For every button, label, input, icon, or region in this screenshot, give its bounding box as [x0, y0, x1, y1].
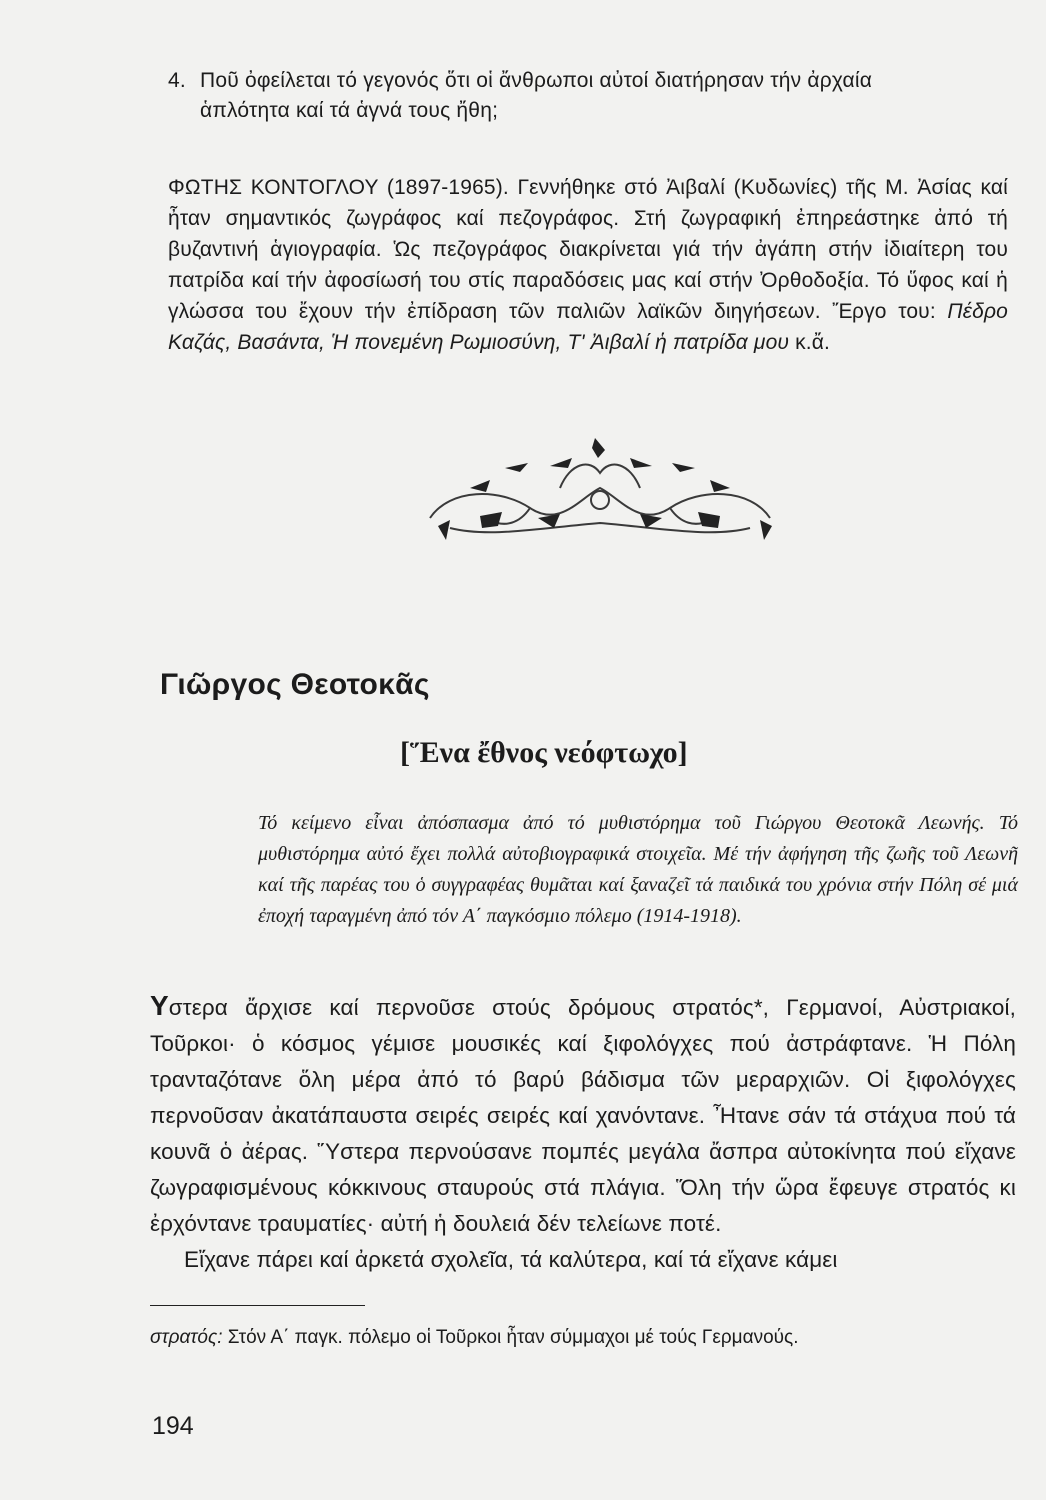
question-line-1: Ποῦ ὀφείλεται τό γεγονός ὅτι οἱ ἄνθρωποι αὐτοί διατήρησαν τήν ἀρχαία: [200, 69, 873, 92]
intro-paragraph: Τό κείμενο εἶναι ἀπόσπασμα ἀπό τό μυθιστόρημα τοῦ Γιώργου Θεοτοκᾶ Λεωνής. Τό μυθιστόρημα αὐτό ἔχει πολλά αὐτοβιογραφικά στοιχεῖα. Μέ τήν ἀφήγηση τῆς ζωῆς τοῦ Λεωνῆ καί τῆς παρέας του ὁ συγγραφέας θυμᾶται καί ξαναζεῖ τά παιδικά του χρόνια στήν Πόλη σέ μιά ἐποχή ταραγμένη ἀπό τόν Α΄ παγκόσμιο πόλεμο (1914-1918).: [258, 812, 1018, 927]
author-bio: [168, 172, 1008, 358]
bio-ending: κ.ἄ.: [795, 331, 831, 354]
question-4: [168, 66, 1008, 126]
footnote: [150, 1327, 798, 1349]
footnote-term: στρατός:: [150, 1327, 223, 1348]
footnote-text: Στόν Α΄ παγκ. πόλεμο οἱ Τοῦρκοι ἦταν σύμμαχοι μέ τούς Γερμανούς.: [227, 1327, 799, 1348]
main-text: [150, 988, 1016, 1278]
author-name: Γιῶργος Θεοτοκᾶς: [160, 668, 430, 701]
paragraph-1: [150, 988, 1016, 1242]
paragraph-2: Εἴχανε πάρει καί ἀρκετά σχολεῖα, τά καλύτερα, καί τά εἴχανε κάμει: [184, 1247, 838, 1272]
drop-cap: Υ: [150, 990, 169, 1021]
chapter-title: [Ἕνα ἔθνος νεόφτωχο]: [400, 736, 688, 769]
bio-text: ΦΩΤΗΣ ΚΟΝΤΟΓΛΟΥ (1897-1965). Γεννήθηκε στό Ἀιβαλί (Κυδωνίες) τῆς Μ. Ἀσίας καί ἦταν σημαντικός ζωγράφος καί πεζογράφος. Στή ζωγραφική ἐπηρεάστηκε ἀπό τή βυζαντινή ἁγιογραφία. Ὡς πεζογράφος διακρίνεται γιά τήν ἀγάπη στήν ἰδιαίτερη του πατρίδα καί τήν ἀφοσίωσή του στίς παραδόσεις μας καί στήν Ὀρθοδοξία. Τό ὕφος καί ἡ γλώσσα του ἔχουν τήν ἐπίδραση τῶν παλιῶν λαϊκῶν διηγήσεων. Ἔργο του:: [168, 176, 1008, 323]
decorative-ornament-icon: [410, 428, 790, 558]
page-number: 194: [152, 1412, 194, 1440]
footnote-divider: [150, 1305, 365, 1306]
bio-works: Πέδρο Καζάς, Βασάντα, Ἡ πονεμένη Ρωμιοσύνη, Τ' Ἀιβαλί ἡ πατρίδα μου: [168, 300, 1008, 354]
question-line-2: ἁπλότητα καί τά ἁγνά τους ἤθη;: [200, 99, 499, 122]
question-number: 4.: [168, 69, 186, 92]
paragraph-1-text: στερα ἄρχισε καί περνοῦσε στούς δρόμους στρατός*, Γερμανοί, Αὐστριακοί, Τοῦρκοι· ὁ κόσμος γέμισε μουσικές καί ξιφολόγχες πού ἀστράφτανε. Ἡ Πόλη τρανταζότανε ὅλη μέρα ἀπό τό βαρύ βάδισμα τῶν μεραρχιῶν. Οἱ ξιφολόγχες περνοῦσαν ἀκατάπαυστα σειρές σειρές καί χανόντανε. Ἦτανε σάν τά στάχυα πού τά κουνᾶ ὁ ἀέρας. Ὕστερα περνούσανε πομπές μεγάλα ἄσπρα αὐτοκίνητα πού εἴχανε ζωγραφισμένους κόκκινους σταυρούς στά πλάγια. Ὅλη τήν ὥρα ἔφευγε στρατός κι ἐρχόντανε τραυματίες· αὐτή ἡ δουλειά δέν τελείωνε ποτέ.: [150, 995, 1016, 1236]
